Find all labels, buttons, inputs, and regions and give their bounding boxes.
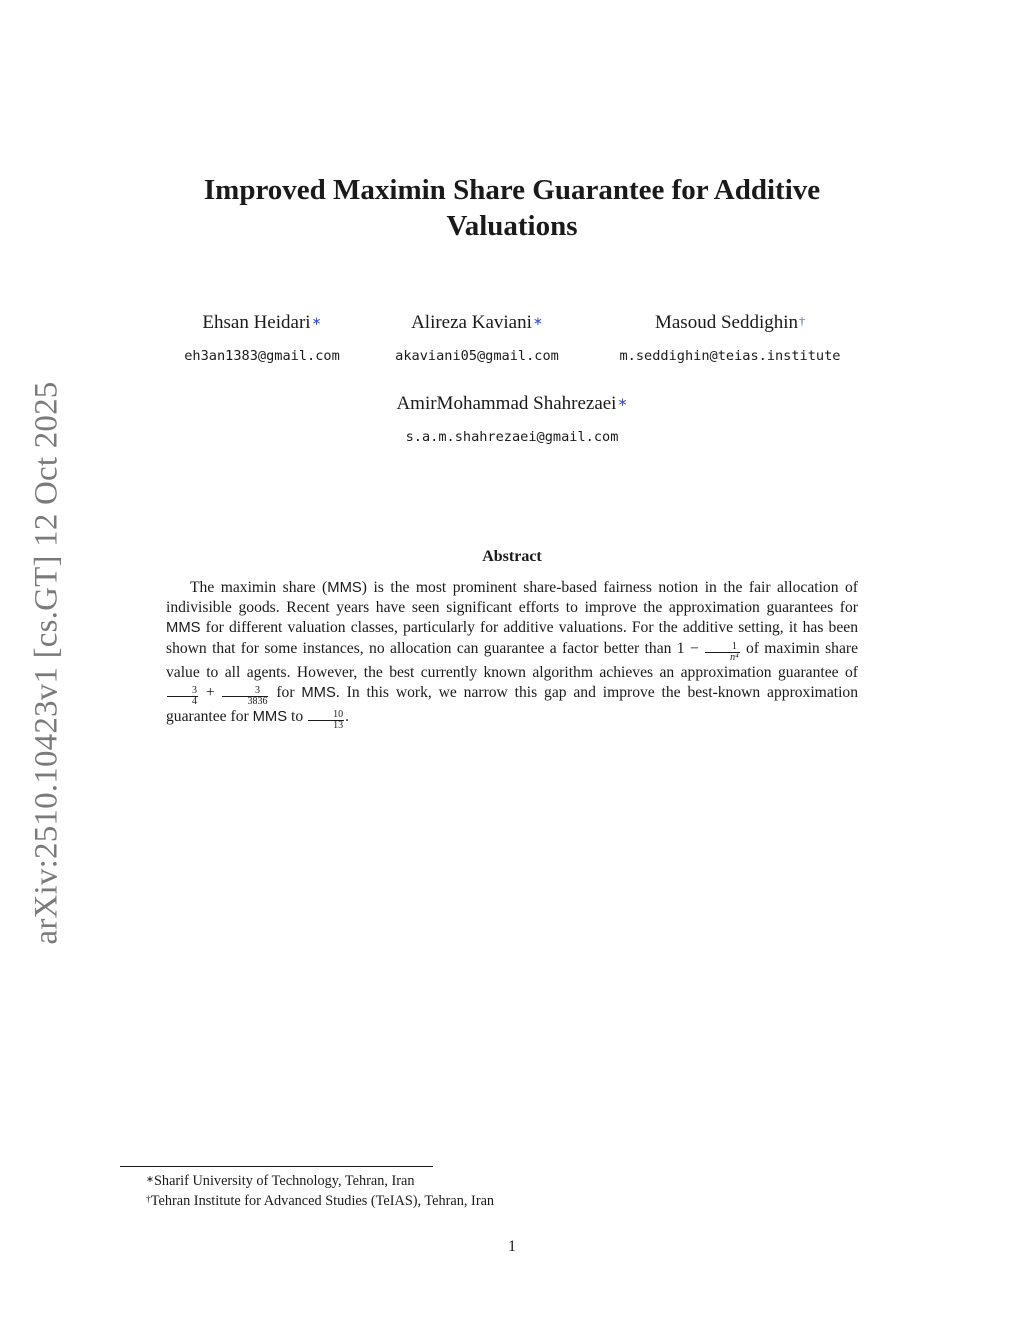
footnotes (146, 1172, 494, 1211)
author-block (152, 312, 372, 365)
fraction-1-over-n4: $\frac{1}{\text{n⁴}}$ (705, 642, 739, 663)
mms-term: MMS (252, 708, 288, 725)
author-email: s.a.m.shahrezaei@gmail.com (405, 429, 619, 445)
author-block (595, 312, 865, 365)
mms-term: MMS (301, 684, 336, 701)
author-name: AmirMohammad Shahrezaei∗ (396, 393, 628, 414)
author-name: Alireza Kaviani∗ (411, 312, 543, 333)
footnote-mark: ∗ (146, 1175, 154, 1185)
author-block (367, 312, 587, 365)
mms-term: MMS (327, 580, 362, 596)
author-email: akaviani05@gmail.com (395, 348, 559, 364)
author-block (362, 393, 662, 446)
author-email: eh3an1383@gmail.com (184, 348, 340, 364)
page-number: 1 (508, 1238, 516, 1255)
footnote-affiliation: ∗Sharif University of Technology, Tehran, Iran (146, 1173, 415, 1189)
fraction-3-over-3836: $\frac{3}{3836}$ (222, 686, 268, 707)
fraction-10-over-13: $\frac{10}{13}$ (308, 710, 344, 731)
affiliation-mark: ∗ (532, 314, 543, 328)
author-email: m.seddighin@teias.institute (619, 348, 841, 364)
footnote-affiliation: †Tehran Institute for Advanced Studies (TeIAS), Tehran, Iran (146, 1192, 495, 1209)
affiliation-mark: † (799, 314, 806, 328)
footnote-divider (120, 1166, 433, 1167)
author-name: Ehsan Heidari∗ (202, 312, 322, 333)
abstract-paragraph: The maximin share (MMS) is the most prominent share-based fairness notion in the fair allocation of indivisible goods. Recent years have seen significant efforts to improve the approximation guarantees for MMS for different valuation classes, particularly for additive valuations. For the additive setting, it has been shown that for some instances, no allocation can guarantee a factor better than 1 − $\frac{1}{\text{n⁴}}$ of maximin share value to all agents. However, the best currently known algorithm achieves an approximation guarantee of $\frac{3}{4}$ + $\frac{3}{3836}$ for MMS. In this work, we narrow this gap and improve the best-known approximation guarantee for MMS to $\frac{10}{13}$ . (166, 579, 858, 731)
affiliation-mark: ∗ (617, 395, 628, 409)
affiliation-mark: ∗ (311, 314, 322, 328)
footnote-mark: † (146, 1194, 151, 1205)
fraction-3-over-4: $\frac{3}{4}$ (167, 686, 198, 707)
paper-title: Improved Maximin Share Guarantee for Additive Valuations (203, 174, 821, 242)
arxiv-identifier-stamp: arXiv:2510.10423v1 [cs.GT] 12 Oct 2025 (28, 381, 65, 945)
mms-term: MMS (166, 620, 201, 637)
abstract-heading: Abstract (482, 548, 542, 565)
author-name: Masoud Seddighin† (654, 312, 806, 333)
